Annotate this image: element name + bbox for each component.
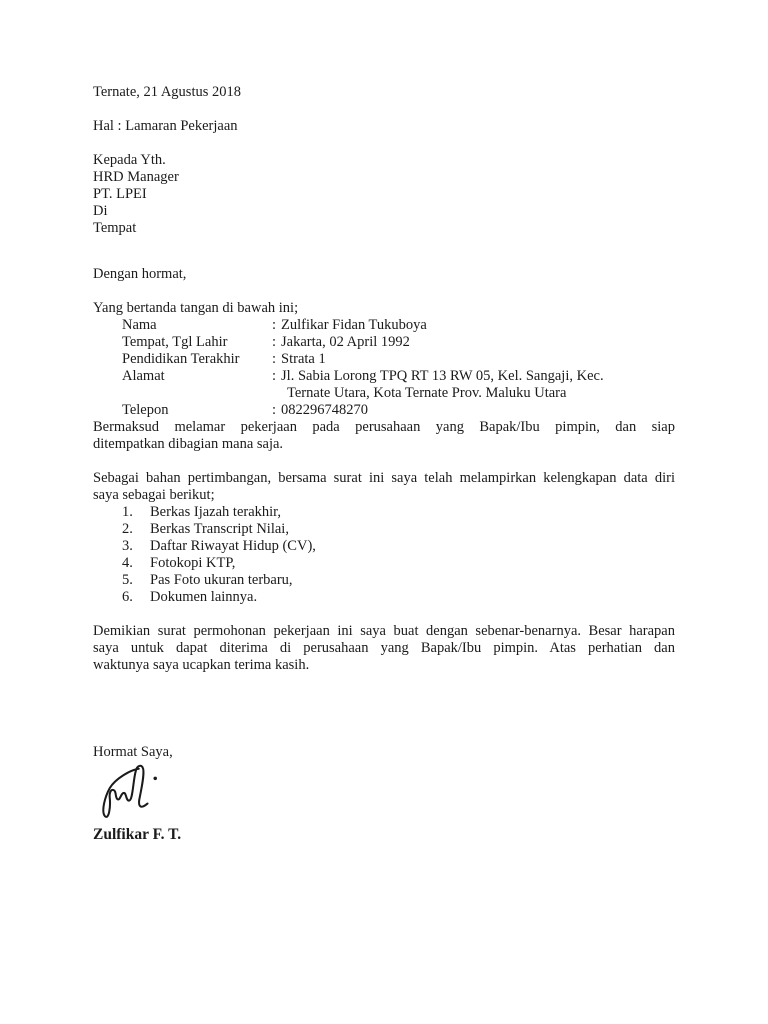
salutation: Dengan hormat,: [93, 266, 187, 282]
item-text: Pas Foto ukuran terbaru,: [150, 572, 293, 588]
list-item: [122, 555, 675, 572]
list-item: [122, 504, 675, 521]
paragraph-line: saya sebagai berikut;: [93, 487, 215, 503]
paragraph-line: ditempatkan dibagian mana saja.: [93, 436, 284, 452]
recipient-line: PT. LPEI: [93, 186, 147, 202]
detail-colon: :: [272, 351, 277, 367]
recipient-line: HRD Manager: [93, 169, 179, 185]
recipient-line: Di: [93, 203, 108, 219]
application-letter: [93, 84, 675, 843]
attachments-list: [122, 504, 675, 606]
address-line-2: Ternate Utara, Kota Ternate Prov. Maluku Utara: [287, 385, 567, 401]
signature-scribble-icon: [97, 761, 167, 821]
subject-line: Hal : Lamaran Pekerjaan: [93, 118, 238, 134]
detail-row-nama: [122, 317, 675, 334]
list-item: [122, 572, 675, 589]
item-number: 4.: [122, 555, 133, 571]
item-number: 1.: [122, 504, 133, 520]
list-item: [122, 589, 675, 606]
paragraph-intent: [93, 419, 675, 453]
list-item: [122, 538, 675, 555]
item-number: 6.: [122, 589, 133, 605]
detail-value: Strata 1: [281, 351, 326, 367]
address-line-1: Jl. Sabia Lorong TPQ RT 13 RW 05, Kel. Sangaji, Kec.: [281, 368, 604, 384]
paragraph-line: Demikian surat permohonan pekerjaan ini saya buat dengan sebenar-benarnya. Besar harapan: [93, 623, 675, 639]
closing-salutation: Hormat Saya,: [93, 744, 173, 760]
detail-colon: :: [272, 317, 277, 333]
item-text: Fotokopi KTP,: [150, 555, 236, 571]
list-item: [122, 521, 675, 538]
intro-line: Yang bertanda tangan di bawah ini;: [93, 300, 299, 316]
handwritten-signature: [97, 761, 675, 821]
item-number: 3.: [122, 538, 133, 554]
personal-details: [122, 317, 675, 419]
paragraph-closing: [93, 623, 675, 674]
paragraph-line: waktunya saya ucapkan terima kasih.: [93, 657, 310, 673]
paragraph-line: Sebagai bahan pertimbangan, bersama surat ini saya telah melampirkan kelengkapan data diri: [93, 470, 675, 486]
detail-value: 082296748270: [281, 402, 369, 418]
detail-value: Jakarta, 02 April 1992: [281, 334, 410, 350]
recipient-line: Tempat: [93, 220, 137, 236]
detail-label: Pendidikan Terakhir: [122, 351, 240, 367]
detail-label: Telepon: [122, 402, 169, 418]
detail-row-tempat-tgl-lahir: [122, 334, 675, 351]
detail-row-alamat: [122, 368, 675, 402]
detail-value: [281, 368, 675, 402]
paragraph-line: Bermaksud melamar pekerjaan pada perusahaan yang Bapak/Ibu pimpin, dan siap: [93, 419, 675, 435]
detail-value: Zulfikar Fidan Tukuboya: [281, 317, 427, 333]
detail-colon: :: [272, 334, 277, 350]
recipient-block: [93, 152, 675, 237]
item-text: Berkas Ijazah terakhir,: [150, 504, 282, 520]
detail-label: Nama: [122, 317, 157, 333]
item-text: Dokumen lainnya.: [150, 589, 258, 605]
date-line: Ternate, 21 Agustus 2018: [93, 84, 241, 100]
item-text: Berkas Transcript Nilai,: [150, 521, 289, 537]
item-number: 2.: [122, 521, 133, 537]
recipient-line: Kepada Yth.: [93, 152, 166, 168]
detail-label: Alamat: [122, 368, 165, 384]
detail-label: Tempat, Tgl Lahir: [122, 334, 228, 350]
paragraph-attachments: [93, 470, 675, 504]
paragraph-line: saya untuk dapat diterima di perusahaan yang Bapak/Ibu pimpin. Atas perhatian dan: [93, 640, 675, 656]
item-number: 5.: [122, 572, 133, 588]
item-text: Daftar Riwayat Hidup (CV),: [150, 538, 316, 554]
detail-colon: :: [272, 368, 277, 384]
detail-colon: :: [272, 402, 277, 418]
signature-name: Zulfikar F. T.: [93, 826, 182, 843]
detail-row-pendidikan-terakhir: [122, 351, 675, 368]
detail-row-telepon: [122, 402, 675, 419]
